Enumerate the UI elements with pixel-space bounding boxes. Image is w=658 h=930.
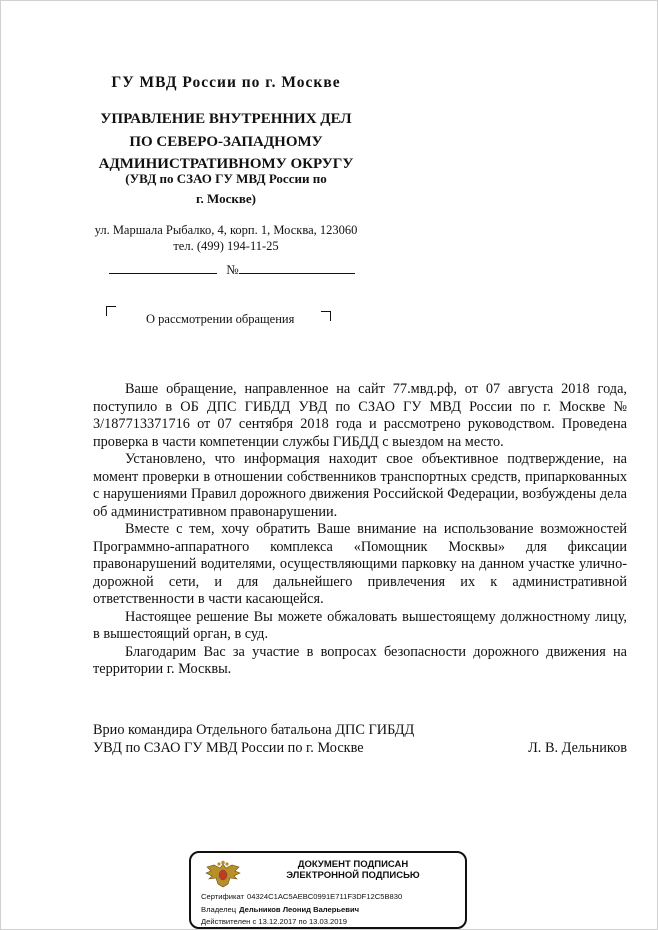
paragraph: Ваше обращение, направленное на сайт 77.мвд.рф, от 07 августа 2018 года, поступило в ОБ ДПС ГИБДД УВД по СЗАО ГУ МВД России по г. Москве № 3/187713371716 от 07 сентября 2018 года и рассмотрено руководством. Проведена проверка в части компетенции службы ГИБДД с выездом на место. (93, 381, 627, 450)
short-name-line: г. Москве) (196, 191, 256, 206)
department-line: ПО СЕВЕРО-ЗАПАДНОМУ (129, 133, 323, 150)
date-blank (109, 260, 217, 274)
phone: тел. (499) 194-11-25 (173, 239, 279, 253)
signatory-position: Врио командира Отдельного батальона ДПС ГИБДД (93, 722, 415, 738)
owner-label: Владелец (201, 905, 237, 914)
certificate-value: 04324C1AC5AEBC0991E711F3DF12C5B830 (247, 892, 403, 901)
stamp-title-line: ДОКУМЕНТ ПОДПИСАН (297, 859, 409, 870)
certificate-row (201, 892, 402, 901)
subject-bracket-left (106, 306, 116, 316)
paragraph: Вместе с тем, хочу обратить Ваше внимание на использование возможностей Программно-аппаратного комплекса «Помощник Москвы» для фиксации правонарушений водителями, осуществляющими парковку на данном участке улично-дорожной сети, и для дальнейшего привлечения их к административной ответственности в части касающейся. (93, 521, 627, 607)
registration-line (109, 260, 355, 278)
subject-bracket-right (321, 311, 331, 321)
subject-line: О рассмотрении обращения (146, 312, 295, 326)
stamp-title (251, 859, 455, 881)
validity-row: Действителен с 13.12.2017 по 13.03.2019 (201, 917, 347, 926)
ministry-name: ГУ МВД России по г. Москве (111, 74, 341, 91)
owner-row (201, 905, 359, 914)
short-name-line: (УВД по СЗАО ГУ МВД России по (125, 171, 327, 186)
number-sign: № (226, 262, 239, 277)
paragraph: Благодарим Вас за участие в вопросах безопасности дорожного движения на территории г. Москвы. (93, 643, 627, 677)
signatory-unit-text: УВД по СЗАО ГУ МВД России по г. Москве (93, 740, 364, 756)
address: ул. Маршала Рыбалко, 4, корп. 1, Москва, 123060 (94, 223, 358, 237)
electronic-signature-stamp (189, 851, 467, 929)
letter-body (93, 381, 627, 679)
eagle-emblem-icon (203, 860, 243, 890)
department-line: АДМИНИСТРАТИВНОМУ ОКРУГУ (98, 156, 354, 172)
certificate-label: Сертификат (201, 892, 244, 901)
signatory-name: Л. В. Дельников (528, 740, 627, 756)
number-blank (239, 260, 355, 274)
department-short-name (81, 169, 371, 209)
department-line: УПРАВЛЕНИЕ ВНУТРЕННИХ ДЕЛ (100, 111, 352, 127)
paragraph: Установлено, что информация находит свое объективное подтверждение, на момент проверки в отношении собственников транспортных средств, припаркованных с нарушениями Правил дорожного движения Российской Федерации, возбуждены дела об административном правонарушении. (93, 451, 627, 520)
paragraph: Настоящее решение Вы можете обжаловать вышестоящему должностному лицу, в вышестоящий орган, в суд. (93, 608, 627, 642)
signatory-unit (93, 740, 627, 757)
department-name (81, 108, 371, 176)
owner-value: Дельников Леонид Валерьевич (239, 905, 360, 914)
stamp-title-line: ЭЛЕКТРОННОЙ ПОДПИСЬЮ (286, 870, 420, 881)
